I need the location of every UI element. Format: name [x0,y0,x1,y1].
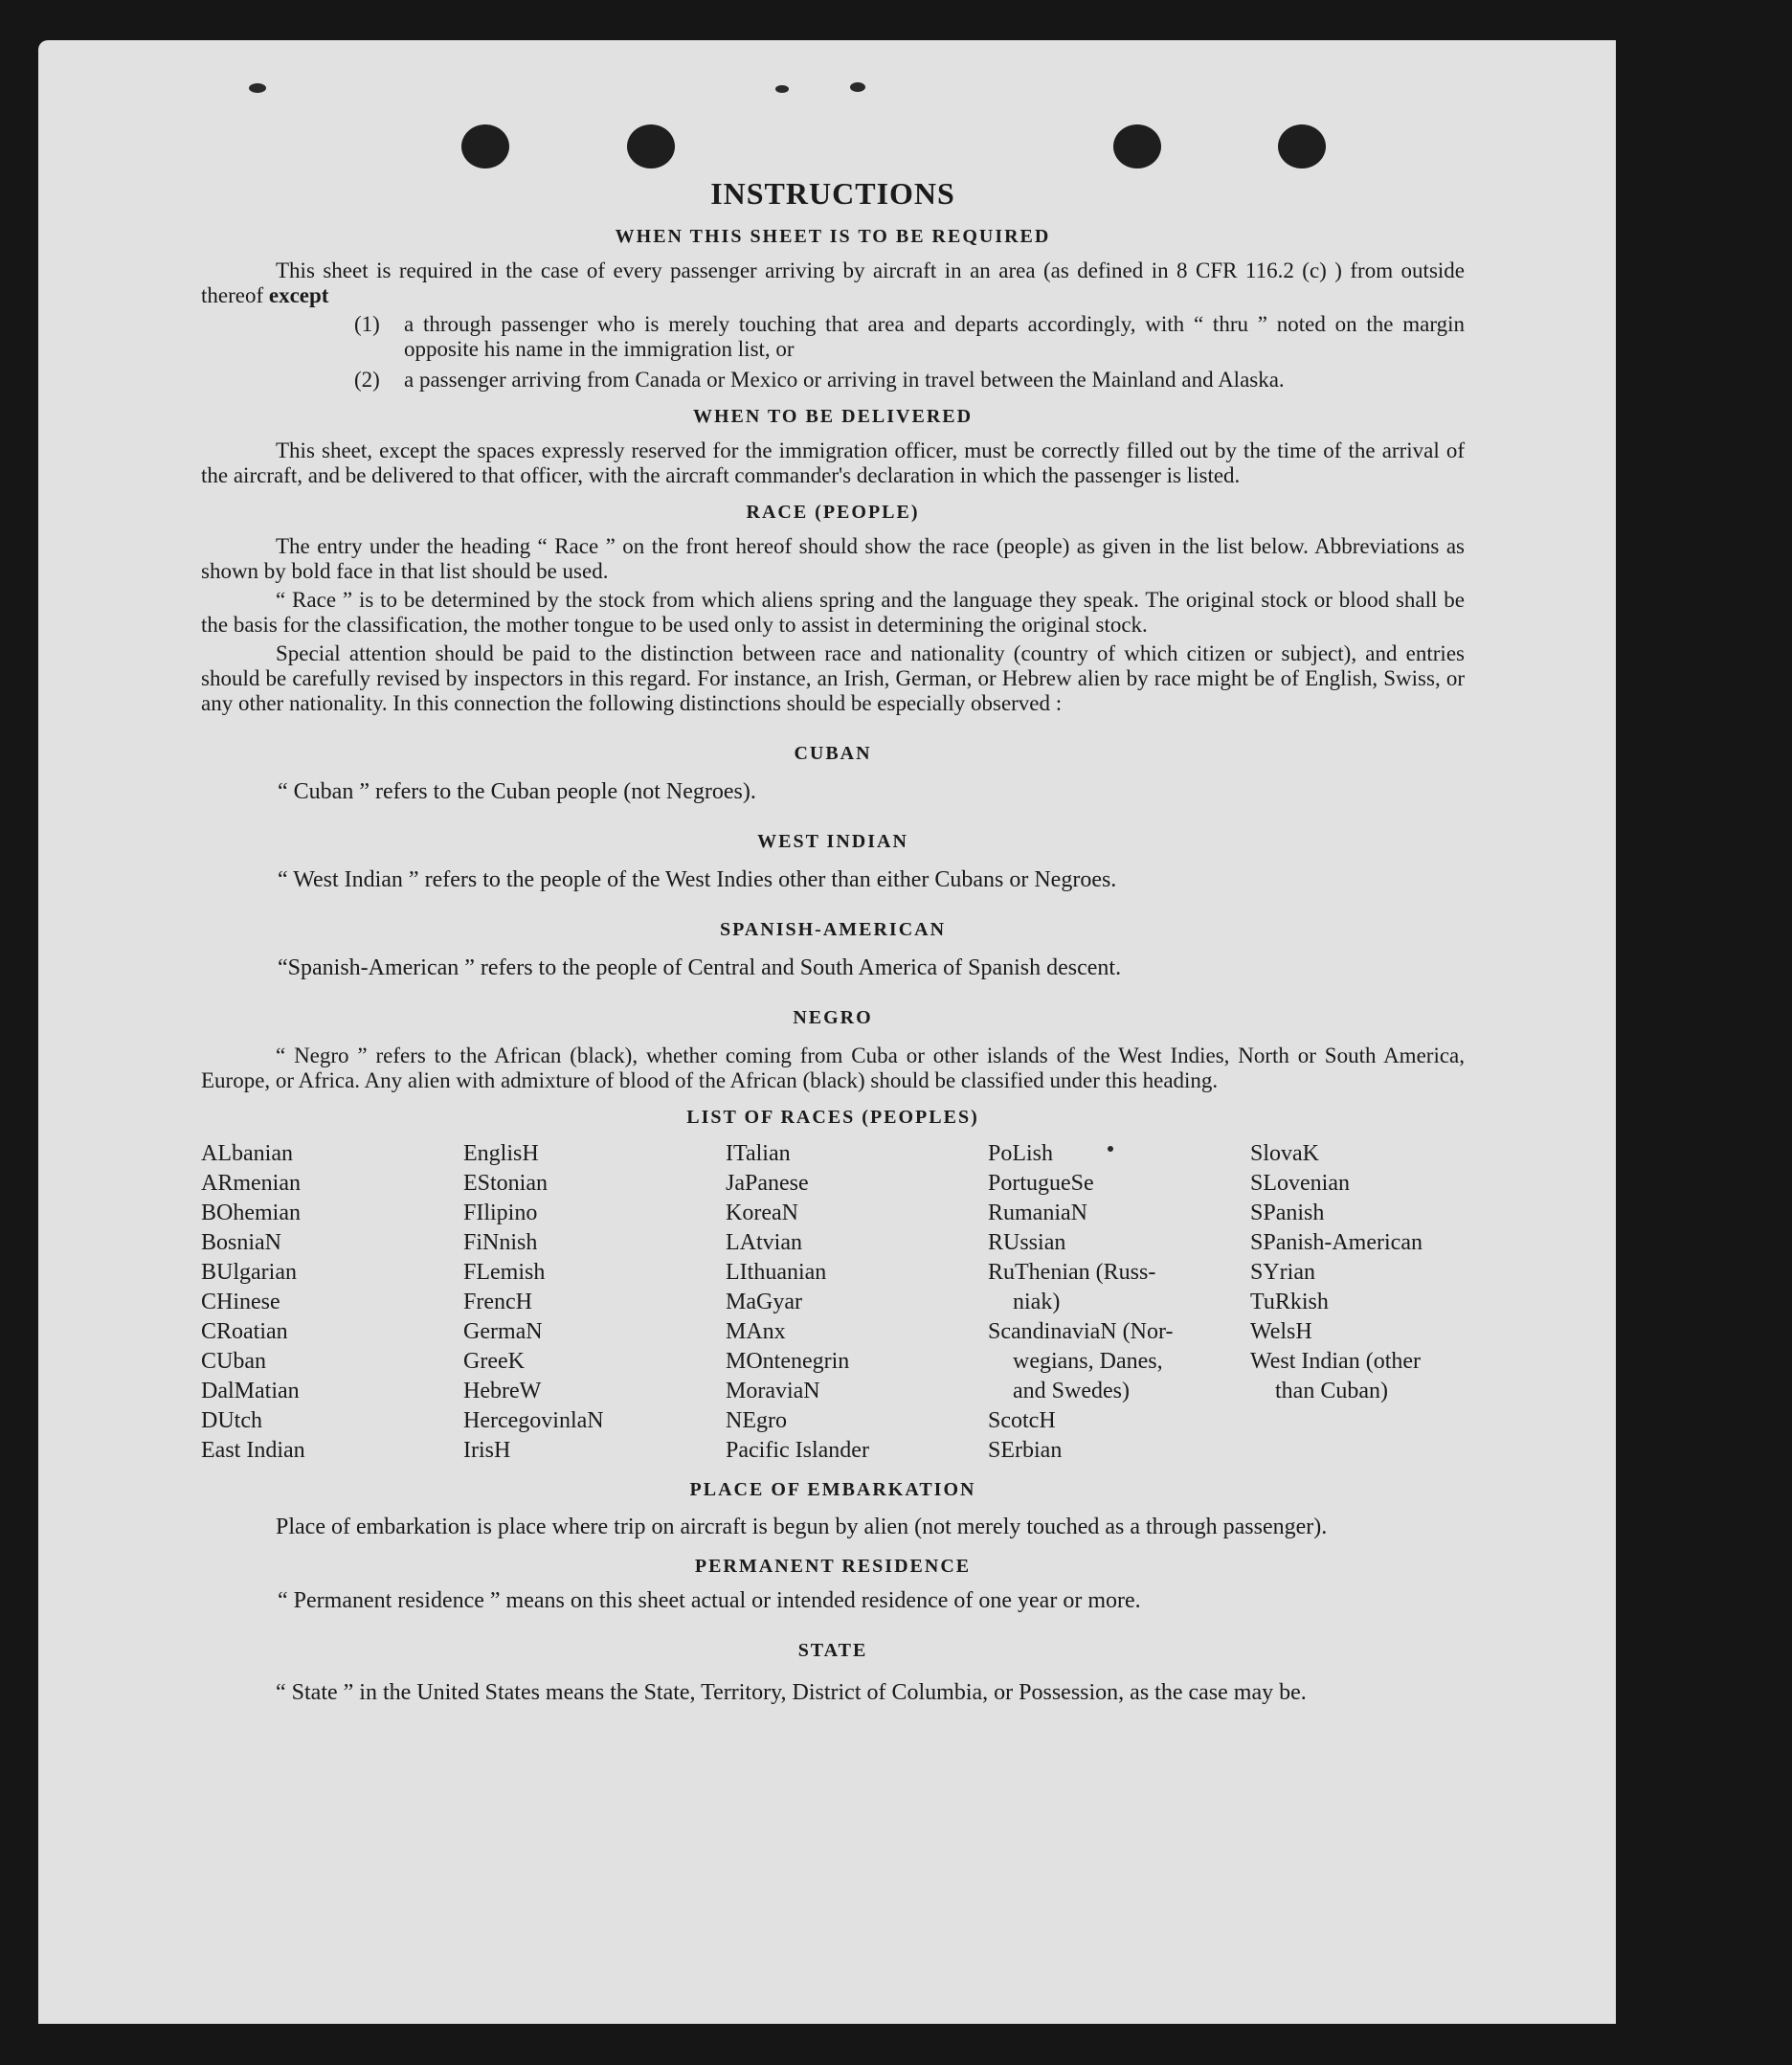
race-item: ScotcH [988,1408,1056,1433]
embarkation-text: Place of embarkation is place where trip on aircraft is begun by alien (not merely touched as a through passenger). [276,1515,1328,1539]
race-item: CRoatian [201,1319,288,1344]
race-item: HercegovinlaN [463,1408,604,1433]
punch-hole [461,124,509,168]
race-item: SLovenian [1250,1171,1350,1196]
race-item: West Indian (other [1250,1349,1422,1374]
exception-item-1 [354,312,1465,362]
residence-text: “ Permanent residence ” means on this sheet actual or intended residence of one year or more. [278,1588,1141,1613]
race-item: CUban [201,1349,266,1374]
heading-list-of-races: LIST OF RACES (PEOPLES) [686,1107,979,1128]
punch-hole [1278,124,1326,168]
race-item: EnglisH [463,1141,539,1166]
race-item: MaGyar [726,1290,802,1314]
race-item: FrencH [463,1290,532,1314]
race-paragraph-1: The entry under the heading “ Race ” on the front hereof should show the race (people) as given in the list below. Abbreviations as shown by bold face in that list should be used. [201,534,1465,583]
races-column [726,1139,988,1466]
race-item: PortugueSe [988,1171,1094,1196]
race-item: JaPanese [726,1171,809,1196]
cuban-text: “ Cuban ” refers to the Cuban people (not Negroes). [278,779,756,804]
heading-west-indian: WEST INDIAN [757,831,908,852]
race-item: MoraviaN [726,1379,820,1403]
race-item: IrisH [463,1438,511,1463]
state-text: “ State ” in the United States means the State, Territory, District of Columbia, or Possession, as the case may be. [276,1680,1307,1705]
heading-state: STATE [797,1640,868,1661]
exception-text: a through passenger who is merely touching that area and departs accordingly, with “ thru ” noted on the margin opposite his name in the immigration list, or [404,312,1465,361]
race-item: WelsH [1250,1319,1312,1344]
race-item: BosniaN [201,1230,281,1255]
races-column [201,1139,463,1466]
race-item: ITalian [726,1141,791,1166]
race-item: SYrian [1250,1260,1315,1285]
race-item: FIlipino [463,1201,538,1225]
races-column [988,1139,1250,1466]
race-item: GreeK [463,1349,525,1374]
race-item: East Indian [201,1438,305,1463]
punch-hole [627,124,675,168]
race-item: GermaN [463,1319,543,1344]
race-item: ALbanian [201,1141,293,1166]
when-delivered-text: This sheet, except the spaces expressly reserved for the immigration officer, must be correctly filled out by the time of the arrival of the aircraft, and be delivered to that officer, with the aircraft commander's declaration in which the passenger is listed. [201,438,1465,487]
race-item: Pacific Islander [726,1438,869,1463]
race-item: SErbian [988,1438,1063,1463]
race-item: ScandinaviaN (Nor- [988,1319,1174,1344]
race-item: FLemish [463,1260,546,1285]
exception-number: (1) [354,312,380,336]
west-indian-text: “ West Indian ” refers to the people of the West Indies other than either Cubans or Negroes. [278,867,1117,892]
race-item: RumaniaN [988,1201,1087,1225]
race-item-continued: than Cuban) [1275,1379,1388,1403]
race-item: DUtch [201,1408,262,1433]
speck [850,82,865,92]
heading-negro: NEGRO [793,1007,873,1028]
race-paragraph-2: “ Race ” is to be determined by the stock from which aliens spring and the language they speak. The original stock or blood shall be the basis for the classification, the mother tongue to be used only to assist in determining the original stock. [201,588,1465,637]
exception-number: (2) [354,368,380,392]
heading-race: RACE (PEOPLE) [746,502,920,523]
race-item: LIthuanian [726,1260,827,1285]
race-item: DalMatian [201,1379,300,1403]
punch-hole [1113,124,1161,168]
race-item-continued: wegians, Danes, [1013,1349,1163,1374]
race-item: MOntenegrin [726,1349,850,1374]
page-title: INSTRUCTIONS [710,176,955,211]
speck [249,83,266,93]
speck [775,85,789,93]
race-item: PoLish [988,1141,1054,1166]
race-item: MAnx [726,1319,786,1344]
race-item: NEgro [726,1408,787,1433]
race-item: FiNnish [463,1230,538,1255]
races-list [201,1139,1465,1466]
race-item: SlovaK [1250,1141,1319,1166]
race-item: EStonian [463,1171,548,1196]
spanish-american-text: “Spanish-American ” refers to the people of Central and South America of Spanish descent. [278,955,1122,980]
race-item-continued: niak) [1013,1290,1061,1314]
negro-text: “ Negro ” refers to the African (black), whether coming from Cuba or other islands of the West Indies, North or South America, Europe, or Africa. Any alien with admixture of blood of the African (black) should be classified under this heading. [201,1044,1465,1092]
heading-residence: PERMANENT RESIDENCE [694,1556,972,1577]
race-item: BUlgarian [201,1260,297,1285]
race-item: ARmenian [201,1171,301,1196]
race-item: HebreW [463,1379,542,1403]
heading-embarkation: PLACE OF EMBARKATION [689,1479,976,1500]
instructions-content [201,174,1465,1713]
race-item: LAtvian [726,1230,802,1255]
race-item: RuThenian (Russ- [988,1260,1156,1285]
race-item: BOhemian [201,1201,301,1225]
heading-cuban: CUBAN [794,743,872,764]
race-item-continued: and Swedes) [1013,1379,1130,1403]
exception-item-2 [354,368,1465,393]
race-item: SPanish [1250,1201,1325,1225]
race-item: KoreaN [726,1201,798,1225]
heading-when-required: WHEN THIS SHEET IS TO BE REQUIRED [615,226,1051,247]
race-item: CHinese [201,1290,280,1314]
race-item: RUssian [988,1230,1066,1255]
races-column [463,1139,726,1466]
races-column [1250,1139,1512,1466]
heading-spanish-american: SPANISH-AMERICAN [719,919,947,940]
race-item: TuRkish [1250,1290,1329,1314]
when-required-intro: This sheet is required in the case of every passenger arriving by aircraft in an area (as defined in 8 CFR 116.2 (c) ) from outside thereof except [201,258,1465,307]
race-paragraph-3: Special attention should be paid to the distinction between race and nationality (country of which citizen or subject), and entries should be carefully revised by inspectors in this regard. For instance, an Irish, German, or Hebrew alien by race might be of English, Swiss, or any other nationality. In this connection the following distinctions should be especially observed : [201,641,1465,715]
heading-when-delivered: WHEN TO BE DELIVERED [692,406,974,427]
race-item: SPanish-American [1250,1230,1422,1255]
exception-text: a passenger arriving from Canada or Mexico or arriving in travel between the Mainland and Alaska. [404,368,1285,392]
